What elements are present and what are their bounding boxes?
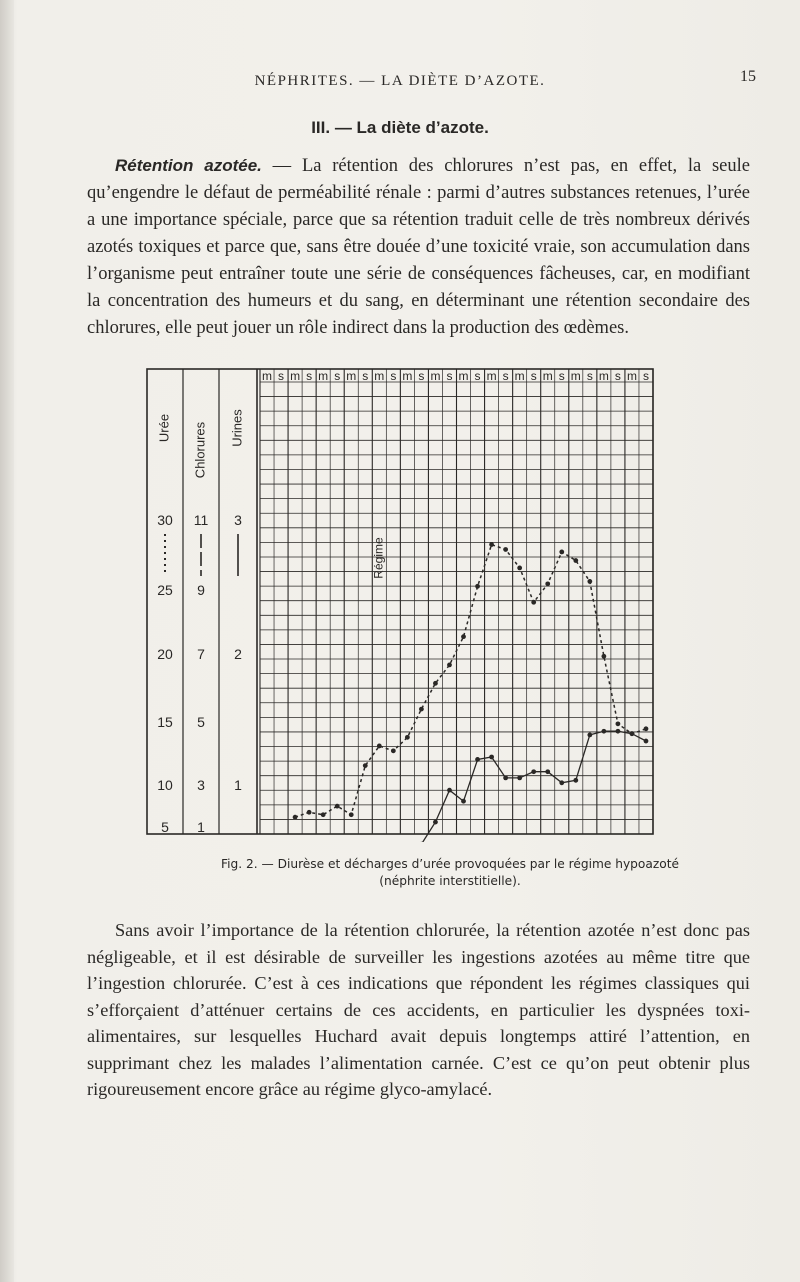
uree-tick-label: 25	[157, 582, 173, 598]
series-point	[489, 542, 494, 547]
series-point	[391, 748, 396, 753]
series-point	[475, 584, 480, 589]
series-point	[405, 735, 410, 740]
chlorures-tick-label: 7	[197, 646, 205, 662]
column-header: Urines	[229, 409, 245, 447]
series-point	[335, 804, 340, 809]
period-label: m	[514, 369, 525, 383]
period-label: m	[290, 369, 301, 383]
period-label: s	[474, 369, 481, 383]
uree-tick-label: 10	[157, 777, 173, 793]
paragraph-retention-azotee	[87, 152, 750, 342]
series-point	[447, 663, 452, 668]
series-point	[307, 810, 312, 815]
series-point	[545, 581, 550, 586]
series-point	[321, 812, 326, 817]
period-label: s	[502, 369, 509, 383]
page-number: 15	[740, 68, 756, 85]
period-label: m	[598, 369, 609, 383]
period-label: s	[418, 369, 425, 383]
uree-tick-label: 5	[161, 819, 169, 835]
series-point	[531, 600, 536, 605]
series-point	[461, 634, 466, 639]
period-label: s	[306, 369, 313, 383]
column-header: Urée	[156, 413, 172, 443]
urines-tick-label: 1	[234, 777, 242, 793]
caption-line-2: (néphrite interstitielle).	[379, 874, 521, 888]
chlorures-tick-label: 9	[197, 582, 205, 598]
series-point	[644, 739, 649, 744]
series-point	[447, 788, 452, 793]
series-point	[363, 763, 368, 768]
period-label: s	[362, 369, 369, 383]
chlorures-tick-label: 3	[197, 777, 205, 793]
period-label: s	[530, 369, 537, 383]
column-header: Chlorures	[192, 421, 208, 479]
paragraph-body: — La rétention des chlorures n’est pas, en effet, la seule qu’engendre le défaut de perméabilité rénale : parmi d’autres substances retenues, l’urée a une importance spéciale, parce que sa rétention traduit celle de très nombreux dérivés azotés toxiques et parce que, sans être douée d’une toxicité vraie, son accumulation dans l’organisme peut entraîner toute une série de conséquences fâcheuses, car, en modifiant la concentration des humeurs et du sang, en déterminant une rétention secondaire des chlorures, elle peut jouer un rôle indirect dans la production des œdèmes.	[87, 156, 750, 338]
series-point	[644, 726, 649, 731]
period-label: m	[486, 369, 497, 383]
series-point	[616, 729, 621, 734]
series-point	[433, 820, 438, 825]
uree-tick-label: 30	[157, 512, 173, 528]
series-point	[587, 579, 592, 584]
period-label: m	[626, 369, 637, 383]
series-point	[503, 547, 508, 552]
series-point	[559, 550, 564, 555]
chlorures-tick-label: 1	[197, 819, 205, 835]
series-point	[293, 815, 298, 820]
figure-caption	[150, 856, 750, 890]
caption-line-1: Fig. 2. — Diurèse et décharges d’urée provoquées par le régime hypoazoté	[221, 857, 679, 871]
series-point	[433, 681, 438, 686]
axis-labels-layer	[156, 369, 649, 835]
period-label: s	[614, 369, 621, 383]
regime-label: Régime	[371, 537, 386, 579]
running-head: NÉPHRITES. — LA DIÈTE D’AZOTE.	[254, 73, 546, 89]
series-point	[630, 731, 635, 736]
series-point	[616, 721, 621, 726]
series-point	[517, 565, 522, 570]
period-label: m	[570, 369, 581, 383]
paragraph-lead: Rétention azotée.	[115, 156, 262, 175]
period-label: s	[586, 369, 593, 383]
series-point	[601, 729, 606, 734]
period-label: s	[558, 369, 565, 383]
period-label: s	[446, 369, 453, 383]
period-label: m	[458, 369, 469, 383]
series-point	[461, 799, 466, 804]
series-point	[475, 757, 480, 762]
chlorures-tick-label: 11	[193, 512, 209, 528]
period-label: m	[262, 369, 273, 383]
series-point	[489, 755, 494, 760]
page-spine-shadow	[0, 0, 14, 1282]
period-label: s	[642, 369, 649, 383]
section-title: III. — La diète d’azote.	[311, 118, 489, 137]
period-label: s	[278, 369, 285, 383]
series-point	[559, 780, 564, 785]
chlorures-tick-label: 5	[197, 714, 205, 730]
series-point	[503, 775, 508, 780]
series-line-solid	[365, 731, 646, 842]
paragraph-importance: Sans avoir l’importance de la rétention chlorurée, la rétention azotée n’est donc pas négligeable, et il est désirable de surveiller les ingestions azotées au même titre que l’ingestion chlorurée. C’est à ces indications que répondent les régimes classiques qui s’efforçaient d’atténuer certains de ces accidents, en particulier les dyspnées toxi-alimentaires, sur lesquelles Huchard avait depuis longtemps attiré l’attention, en supprimant chez les malades l’alimentation carnée. C’est ce qu’on peut obtenir plus rigoureusement encore grâce au régime glyco-amylacé.	[87, 920, 750, 1099]
period-label: s	[390, 369, 397, 383]
series-point	[517, 775, 522, 780]
series-point	[531, 769, 536, 774]
period-label: m	[402, 369, 413, 383]
series-point	[377, 744, 382, 749]
period-label: m	[374, 369, 385, 383]
uree-tick-label: 15	[157, 714, 173, 730]
period-label: s	[334, 369, 341, 383]
urines-tick-label: 2	[234, 646, 242, 662]
period-label: m	[430, 369, 441, 383]
series-point	[573, 778, 578, 783]
series-point	[419, 707, 424, 712]
series-point	[349, 812, 354, 817]
uree-tick-label: 20	[157, 646, 173, 662]
series-point	[587, 733, 592, 738]
period-label: m	[318, 369, 329, 383]
series-point	[601, 654, 606, 659]
period-label: m	[346, 369, 357, 383]
diuresis-chart	[145, 368, 665, 842]
series-point	[573, 558, 578, 563]
urines-tick-label: 3	[234, 512, 242, 528]
period-label: m	[542, 369, 553, 383]
series-point	[545, 769, 550, 774]
